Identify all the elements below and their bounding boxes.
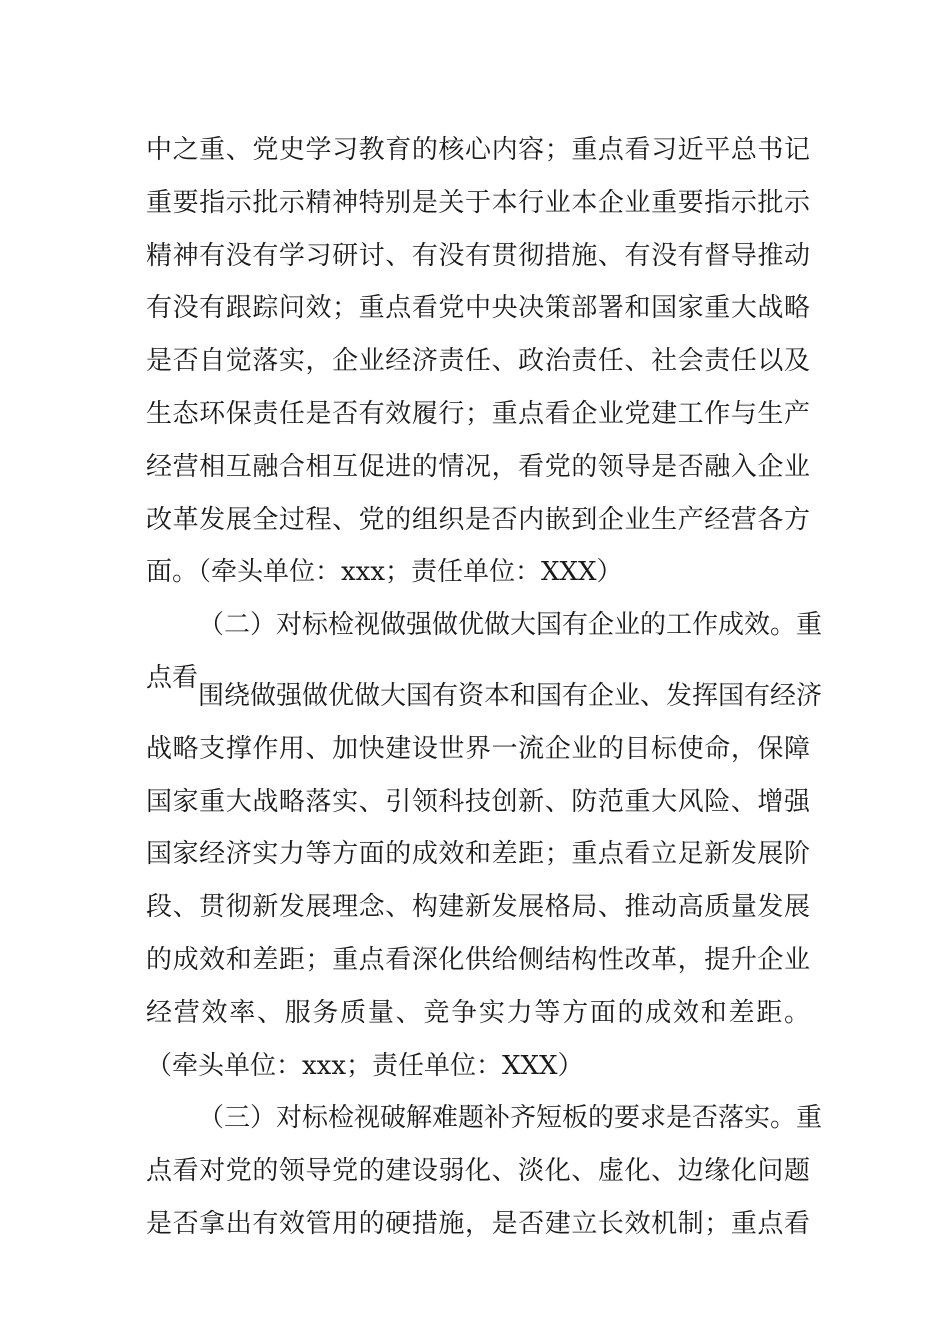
text-line: 生态环保责任是否有效履行；重点看企业党建工作与生产 [146, 398, 810, 429]
text-line: 战略支撑作用、加快建设世界一流企业的目标使命，保障 [146, 733, 810, 764]
section-heading-line: （二）对标检视做强做优做大国有企业的工作成效。重 [198, 610, 823, 641]
text-line: 中之重、党史学习教育的核心内容；重点看习近平总书记 [146, 135, 810, 165]
text-line: （牵头单位：xxx；责任单位：XXX） [146, 1050, 584, 1081]
text-line: 经营效率、服务质量、竞争实力等方面的成效和差距。 [146, 997, 810, 1028]
text-line: 有没有跟踪问效；重点看党中央决策部署和国家重大战略 [146, 293, 810, 324]
text-line: 精神有没有学习研讨、有没有贯彻措施、有没有督导推动 [146, 240, 810, 271]
text-line: 面。（牵头单位：xxx；责任单位：XXX） [146, 557, 623, 588]
text-line: 是否自觉落实，企业经济责任、政治责任、社会责任以及 [146, 346, 810, 377]
text-line: 经营相互融合相互促进的情况，看党的领导是否融入企业 [146, 451, 810, 482]
text-line: 改革发展全过程、党的组织是否内嵌到企业生产经营各方 [146, 504, 810, 535]
text-line: 国家重大战略落实、引领科技创新、防范重大风险、增强 [146, 786, 810, 817]
text-line: 的成效和差距；重点看深化供给侧结构性改革，提升企业 [146, 944, 810, 975]
text-line: 点看对党的领导党的建设弱化、淡化、虚化、边缘化问题 [146, 1156, 810, 1187]
text-line: 重要指示批示精神特别是关于本行业本企业重要指示批示 [146, 187, 810, 218]
text-line: 是否拿出有效管用的硬措施，是否建立长效机制；重点看 [146, 1208, 810, 1239]
text-line: 围绕做强做优做大国有资本和国有企业、发挥国有经济 [198, 681, 823, 711]
section-heading-line: （三）对标检视破解难题补齐短板的要求是否落实。重 [198, 1103, 823, 1134]
document-text-block-1 [146, 124, 823, 705]
text-line: 国家经济实力等方面的成效和差距；重点看立足新发展阶 [146, 839, 810, 870]
text-line: 段、贯彻新发展理念、构建新发展格局、推动高质量发展 [146, 892, 810, 923]
text-line: 点看 [146, 662, 199, 693]
document-text-block-2 [146, 670, 823, 1251]
